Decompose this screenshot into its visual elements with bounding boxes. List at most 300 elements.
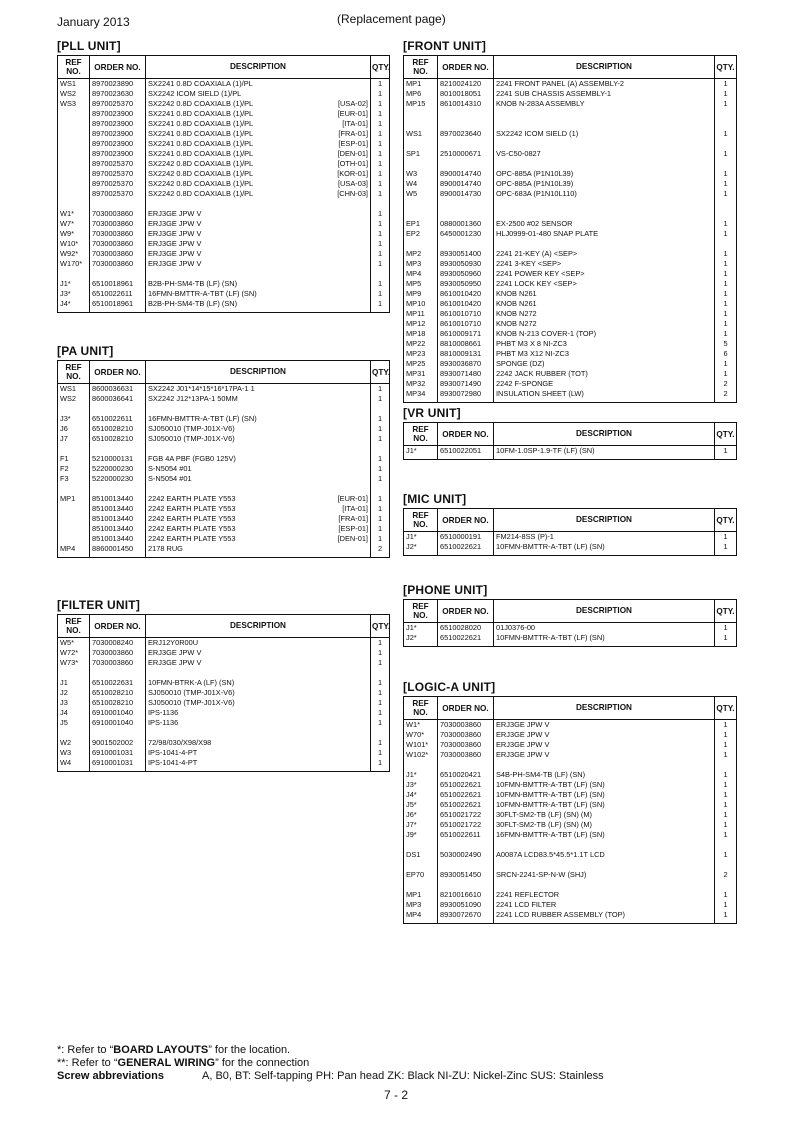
ref-cell: W1*: [404, 720, 438, 731]
qty-cell: 1: [371, 534, 390, 544]
table-row: [404, 329, 737, 339]
ref-cell: W4: [404, 179, 438, 189]
ref-cell: MP12: [404, 319, 438, 329]
ref-cell: MP1: [404, 890, 438, 900]
description-cell: [146, 748, 371, 758]
description-cell: [146, 718, 371, 728]
qty-cell: 1: [371, 678, 390, 688]
qty-cell: 1: [715, 289, 737, 299]
table-row: [404, 633, 737, 647]
description-text: HLJ0999-01-480 SNAP PLATE: [496, 229, 599, 238]
ref-cell: MP4: [404, 910, 438, 924]
qty-cell: 1: [715, 910, 737, 924]
qty-cell: 1: [371, 89, 390, 99]
order-cell: 8930036870: [438, 359, 494, 369]
description-text: SX2242 J01*14*15*16*17PA-1 1: [148, 384, 255, 393]
ref-cell: J1: [58, 678, 90, 688]
description-text: SX2242 0.8D COAXIALB (1)/PL: [148, 169, 254, 178]
description-cell: [494, 319, 715, 329]
table-row: [58, 638, 390, 649]
ref-cell: [58, 109, 90, 119]
table-row: [58, 169, 390, 179]
table-row: [404, 910, 737, 924]
table-row: [404, 279, 737, 289]
qty-header: QTY.: [371, 361, 390, 384]
description-cell: [494, 850, 715, 860]
description-cell: [146, 384, 371, 395]
description-cell: [146, 189, 371, 199]
description-text: OPC-885A (P1N10L39): [496, 179, 574, 188]
unit-title: [LOGIC-A UNIT]: [403, 680, 496, 694]
ref-cell: J1*: [404, 446, 438, 460]
order-cell: 8010018051: [438, 89, 494, 99]
order-cell: 7030003860: [438, 740, 494, 750]
qty-cell: 6: [715, 349, 737, 359]
table-row: [58, 678, 390, 688]
order-header: ORDER NO.: [438, 697, 494, 720]
qty-cell: 1: [715, 720, 737, 731]
qty-cell: 1: [371, 658, 390, 668]
description-text: SJ050010 (TMP-J01X-V6): [148, 698, 235, 707]
ref-cell: [58, 504, 90, 514]
ref-cell: J7*: [404, 820, 438, 830]
description-cell: [146, 504, 371, 514]
parts-table: [403, 422, 737, 460]
description-cell: [494, 870, 715, 880]
row-spacer: [58, 668, 390, 678]
order-cell: 6510022621: [438, 790, 494, 800]
ref-cell: MP23: [404, 349, 438, 359]
description-cell: [494, 910, 715, 924]
table-row: [404, 870, 737, 880]
description-text: EX-2500 #02 SENSOR: [496, 219, 573, 228]
row-spacer: [58, 269, 390, 279]
description-cell: [494, 309, 715, 319]
unit-title: [VR UNIT]: [403, 406, 461, 420]
page-number: 7 - 2: [384, 1088, 409, 1102]
description-text: PHBT M3 X12 NI-ZC3: [496, 349, 569, 358]
order-cell: 5030002490: [438, 850, 494, 860]
ref-cell: J1*: [404, 623, 438, 634]
table-row: [404, 810, 737, 820]
description-cell: [494, 740, 715, 750]
description-cell: [494, 339, 715, 349]
qty-cell: 1: [715, 810, 737, 820]
table-row: [404, 339, 737, 349]
description-text: FM214-8SS (P)-1: [496, 532, 554, 541]
description-text: 10FMN-BMTTR-A-TBT (LF) (SN): [496, 800, 605, 809]
order-cell: 8610014310: [438, 99, 494, 109]
order-cell: 6510028210: [90, 688, 146, 698]
description-cell: [146, 524, 371, 534]
ref-cell: W10*: [58, 239, 90, 249]
qty-header: QTY.: [371, 615, 390, 638]
table-row: [404, 850, 737, 860]
ref-header: REF NO.: [404, 56, 438, 79]
table-row: [404, 269, 737, 279]
table-row: [58, 434, 390, 444]
order-cell: 8510013440: [90, 504, 146, 514]
table-row: [404, 219, 737, 229]
qty-cell: 1: [715, 750, 737, 760]
qty-cell: 1: [715, 269, 737, 279]
table-row: [404, 389, 737, 403]
ref-cell: [58, 159, 90, 169]
description-cell: [146, 209, 371, 219]
ref-cell: W7*: [58, 219, 90, 229]
ref-cell: WS1: [58, 384, 90, 395]
description-text: S-N5054 #01: [148, 464, 192, 473]
description-text: B2B-PH-SM4-TB (LF) (SN): [148, 299, 238, 308]
unit-title: [MIC UNIT]: [403, 492, 467, 506]
unit-filter: [57, 598, 390, 772]
footer-note-board-layouts: *: Refer to “BOARD LAYOUTS” for the location.: [57, 1044, 291, 1056]
version-note: [ESP-01]: [338, 139, 368, 148]
description-text: IPS-1136: [148, 718, 179, 727]
table-row: [404, 359, 737, 369]
description-text: SX2241 0.8D COAXIALB (1)/PL: [148, 119, 254, 128]
description-cell: [494, 99, 715, 109]
ref-cell: J3*: [404, 780, 438, 790]
order-cell: 7030008240: [90, 638, 146, 649]
table-row: [404, 379, 737, 389]
table-row: [58, 708, 390, 718]
ref-cell: J1*: [58, 279, 90, 289]
order-header: ORDER NO.: [438, 509, 494, 532]
description-cell: [146, 299, 371, 313]
order-cell: 8900014740: [438, 169, 494, 179]
table-row: [58, 129, 390, 139]
description-cell: [146, 109, 371, 119]
description-text: 2242 EARTH PLATE Y553: [148, 514, 236, 523]
qty-cell: 2: [715, 389, 737, 403]
ref-cell: W101*: [404, 740, 438, 750]
footer-note-general-wiring: **: Refer to “GENERAL WIRING” for the connection: [57, 1057, 310, 1069]
description-text: SX2241 0.8D COAXIALB (1)/PL: [148, 149, 254, 158]
table-row: [58, 738, 390, 748]
description-text: 16FMN-BMTTR-A-TBT (LF) (SN): [496, 830, 605, 839]
qty-cell: 1: [371, 289, 390, 299]
table-row: [58, 748, 390, 758]
order-cell: 8970025370: [90, 179, 146, 189]
description-cell: [146, 139, 371, 149]
table-row: [58, 524, 390, 534]
table-row: [404, 623, 737, 634]
order-cell: 8210024120: [438, 79, 494, 90]
description-text: B2B-PH-SM4-TB (LF) (SN): [148, 279, 238, 288]
unit-pa: [57, 344, 390, 558]
description-text: 2241 SUB CHASSIS ASSEMBLY-1: [496, 89, 612, 98]
qty-cell: 1: [371, 119, 390, 129]
description-cell: [494, 359, 715, 369]
table-row: [404, 259, 737, 269]
ref-cell: WS2: [58, 89, 90, 99]
description-cell: [146, 129, 371, 139]
table-row: [58, 109, 390, 119]
table-row: [58, 544, 390, 558]
ref-cell: J2*: [404, 633, 438, 647]
order-cell: 6510021722: [438, 810, 494, 820]
order-cell: 6910001031: [90, 748, 146, 758]
description-text: ERJ3GE JPW V: [496, 720, 550, 729]
order-cell: 6510028210: [90, 424, 146, 434]
header-date: January 2013: [57, 15, 130, 29]
table-row: [58, 239, 390, 249]
ref-cell: MP10: [404, 299, 438, 309]
description-cell: [494, 259, 715, 269]
description-text: ERJ3GE JPW V: [148, 209, 202, 218]
ref-cell: F3: [58, 474, 90, 484]
table-row: [404, 309, 737, 319]
description-header: DESCRIPTION: [146, 56, 371, 79]
table-row: [58, 99, 390, 109]
table-row: [58, 424, 390, 434]
ref-cell: J1*: [404, 532, 438, 543]
description-text: KNOB N261: [496, 299, 537, 308]
ref-cell: MP1: [404, 79, 438, 90]
table-row: [58, 718, 390, 728]
unit-vr: [403, 406, 737, 460]
order-cell: 8970023890: [90, 79, 146, 90]
qty-cell: 1: [371, 688, 390, 698]
ref-cell: EP2: [404, 229, 438, 239]
description-cell: [494, 532, 715, 543]
ref-cell: W92*: [58, 249, 90, 259]
order-cell: 6510022611: [90, 414, 146, 424]
qty-cell: 1: [715, 279, 737, 289]
order-cell: 6510018961: [90, 299, 146, 313]
order-cell: 9001502002: [90, 738, 146, 748]
description-cell: [494, 219, 715, 229]
qty-cell: 1: [371, 259, 390, 269]
order-cell: 7030003860: [90, 239, 146, 249]
description-cell: [146, 289, 371, 299]
description-text: ERJ3GE JPW V: [496, 730, 550, 739]
order-cell: 6510018961: [90, 279, 146, 289]
description-cell: [494, 279, 715, 289]
table-row: [404, 89, 737, 99]
ref-cell: WS2: [58, 394, 90, 404]
description-text: 01J0376-00: [496, 623, 536, 632]
ref-cell: F2: [58, 464, 90, 474]
order-cell: 7030003860: [90, 229, 146, 239]
ref-cell: J3: [58, 698, 90, 708]
version-note: [EUR-01]: [337, 109, 368, 118]
table-row: [58, 464, 390, 474]
description-text: ERJ3GE JPW V: [148, 239, 202, 248]
table-row: [58, 474, 390, 484]
order-cell: 8930050930: [438, 259, 494, 269]
description-cell: [146, 394, 371, 404]
qty-cell: 1: [715, 299, 737, 309]
table-row: [404, 149, 737, 159]
ref-cell: EP1: [404, 219, 438, 229]
qty-header: QTY.: [715, 56, 737, 79]
table-row: [404, 349, 737, 359]
order-cell: 6510028020: [438, 623, 494, 634]
description-cell: [494, 349, 715, 359]
qty-cell: 1: [371, 219, 390, 229]
qty-cell: 1: [371, 504, 390, 514]
description-cell: [146, 239, 371, 249]
qty-cell: 1: [371, 394, 390, 404]
order-cell: 7030003860: [90, 658, 146, 668]
ref-cell: MP22: [404, 339, 438, 349]
description-text: SX2242 0.8D COAXIALB (1)/PL: [148, 179, 254, 188]
description-cell: [494, 780, 715, 790]
table-row: [58, 394, 390, 404]
description-header: DESCRIPTION: [494, 600, 715, 623]
ref-header: REF NO.: [404, 423, 438, 446]
qty-cell: 1: [715, 800, 737, 810]
table-row: [404, 720, 737, 731]
order-cell: 6510020421: [438, 770, 494, 780]
description-text: 16FMN-BMTTR-A-TBT (LF) (SN): [148, 289, 257, 298]
ref-cell: J2: [58, 688, 90, 698]
description-cell: [146, 454, 371, 464]
table-row: [404, 299, 737, 309]
order-cell: 6510022631: [90, 678, 146, 688]
qty-cell: 1: [715, 99, 737, 109]
qty-cell: 1: [715, 830, 737, 840]
table-row: [58, 119, 390, 129]
table-row: [404, 129, 737, 139]
description-cell: [494, 770, 715, 780]
qty-cell: 1: [715, 633, 737, 647]
description-text: 2241 LCD RUBBER ASSEMBLY (TOP): [496, 910, 625, 919]
order-cell: 8970025370: [90, 169, 146, 179]
description-cell: [146, 159, 371, 169]
qty-cell: 1: [371, 638, 390, 649]
table-row: [58, 504, 390, 514]
ref-cell: J5*: [404, 800, 438, 810]
order-cell: 8970023630: [90, 89, 146, 99]
order-cell: 7030003860: [438, 730, 494, 740]
qty-cell: 1: [371, 99, 390, 109]
table-row: [404, 750, 737, 760]
qty-cell: 1: [371, 738, 390, 748]
qty-cell: 1: [715, 219, 737, 229]
order-cell: 5210000131: [90, 454, 146, 464]
description-cell: [146, 219, 371, 229]
description-text: A0087A LCD83.5*45.5*1.1T LCD: [496, 850, 605, 859]
description-text: S-N5054 #01: [148, 474, 192, 483]
description-text: OPC-885A (P1N10L39): [496, 169, 574, 178]
ref-cell: MP32: [404, 379, 438, 389]
qty-cell: 1: [371, 139, 390, 149]
description-cell: [146, 259, 371, 269]
qty-cell: 1: [715, 169, 737, 179]
row-spacer: [404, 199, 737, 219]
table-row: [404, 179, 737, 189]
description-cell: [146, 738, 371, 748]
qty-cell: 1: [715, 369, 737, 379]
row-spacer: [58, 728, 390, 738]
table-row: [58, 89, 390, 99]
ref-cell: W4: [58, 758, 90, 772]
qty-cell: 1: [371, 748, 390, 758]
description-text: KNOB N261: [496, 289, 537, 298]
description-text: ERJ3GE JPW V: [496, 740, 550, 749]
order-cell: 8600036641: [90, 394, 146, 404]
description-text: 2242 JACK RUBBER (TOT): [496, 369, 588, 378]
qty-cell: 1: [715, 189, 737, 199]
description-text: ERJ3GE JPW V: [148, 219, 202, 228]
qty-header: QTY.: [371, 56, 390, 79]
description-cell: [494, 623, 715, 634]
table-row: [404, 900, 737, 910]
description-text: KNOB N272: [496, 309, 537, 318]
order-cell: 8970023900: [90, 119, 146, 129]
qty-cell: 1: [371, 129, 390, 139]
description-text: 16FMN-BMTTR-A-TBT (LF) (SN): [148, 414, 257, 423]
order-cell: 6510021722: [438, 820, 494, 830]
qty-cell: 1: [371, 299, 390, 313]
ref-header: REF NO.: [404, 509, 438, 532]
row-spacer: [404, 159, 737, 169]
description-cell: [494, 249, 715, 259]
parts-table: [57, 614, 390, 772]
table-row: [404, 740, 737, 750]
order-cell: 8210016610: [438, 890, 494, 900]
order-cell: 5220000230: [90, 474, 146, 484]
qty-cell: 1: [715, 740, 737, 750]
description-cell: [494, 269, 715, 279]
order-cell: 8970023900: [90, 149, 146, 159]
ref-cell: W5: [404, 189, 438, 199]
order-cell: 8510013440: [90, 514, 146, 524]
qty-cell: 1: [371, 279, 390, 289]
description-text: SX2241 0.8D COAXIALB (1)/PL: [148, 109, 254, 118]
qty-cell: 1: [371, 758, 390, 772]
order-cell: 8510013440: [90, 494, 146, 504]
ref-cell: [58, 524, 90, 534]
ref-cell: MP2: [404, 249, 438, 259]
qty-cell: 1: [715, 89, 737, 99]
version-note: [ITA-01]: [342, 504, 368, 513]
ref-header: REF NO.: [58, 56, 90, 79]
row-spacer: [404, 109, 737, 129]
description-text: ERJ3GE JPW V: [148, 658, 202, 667]
description-text: SJ050010 (TMP-J01X-V6): [148, 434, 235, 443]
table-row: [404, 446, 737, 460]
description-text: ERJ12Y0R00U: [148, 638, 199, 647]
description-cell: [494, 149, 715, 159]
table-row: [404, 770, 737, 780]
table-row: [404, 820, 737, 830]
order-cell: 0880001360: [438, 219, 494, 229]
ref-cell: WS3: [58, 99, 90, 109]
description-text: ERJ3GE JPW V: [148, 648, 202, 657]
qty-cell: 1: [371, 464, 390, 474]
order-cell: 8600036631: [90, 384, 146, 395]
description-text: 30FLT-SM2-TB (LF) (SN) (M): [496, 810, 592, 819]
ref-cell: WS1: [404, 129, 438, 139]
version-note: [CHN-03]: [337, 189, 368, 198]
order-cell: 8970023900: [90, 109, 146, 119]
description-text: SX2241 0.8D COAXIALB (1)/PL: [148, 129, 254, 138]
description-text: 2241 LCD FILTER: [496, 900, 557, 909]
qty-cell: 1: [715, 890, 737, 900]
description-text: SJ050010 (TMP-J01X-V6): [148, 424, 235, 433]
order-cell: 8930071480: [438, 369, 494, 379]
description-cell: [494, 790, 715, 800]
ref-cell: [58, 139, 90, 149]
description-text: 2178 RUG: [148, 544, 183, 553]
table-row: [58, 79, 390, 90]
order-cell: 8930072980: [438, 389, 494, 403]
description-cell: [146, 678, 371, 688]
